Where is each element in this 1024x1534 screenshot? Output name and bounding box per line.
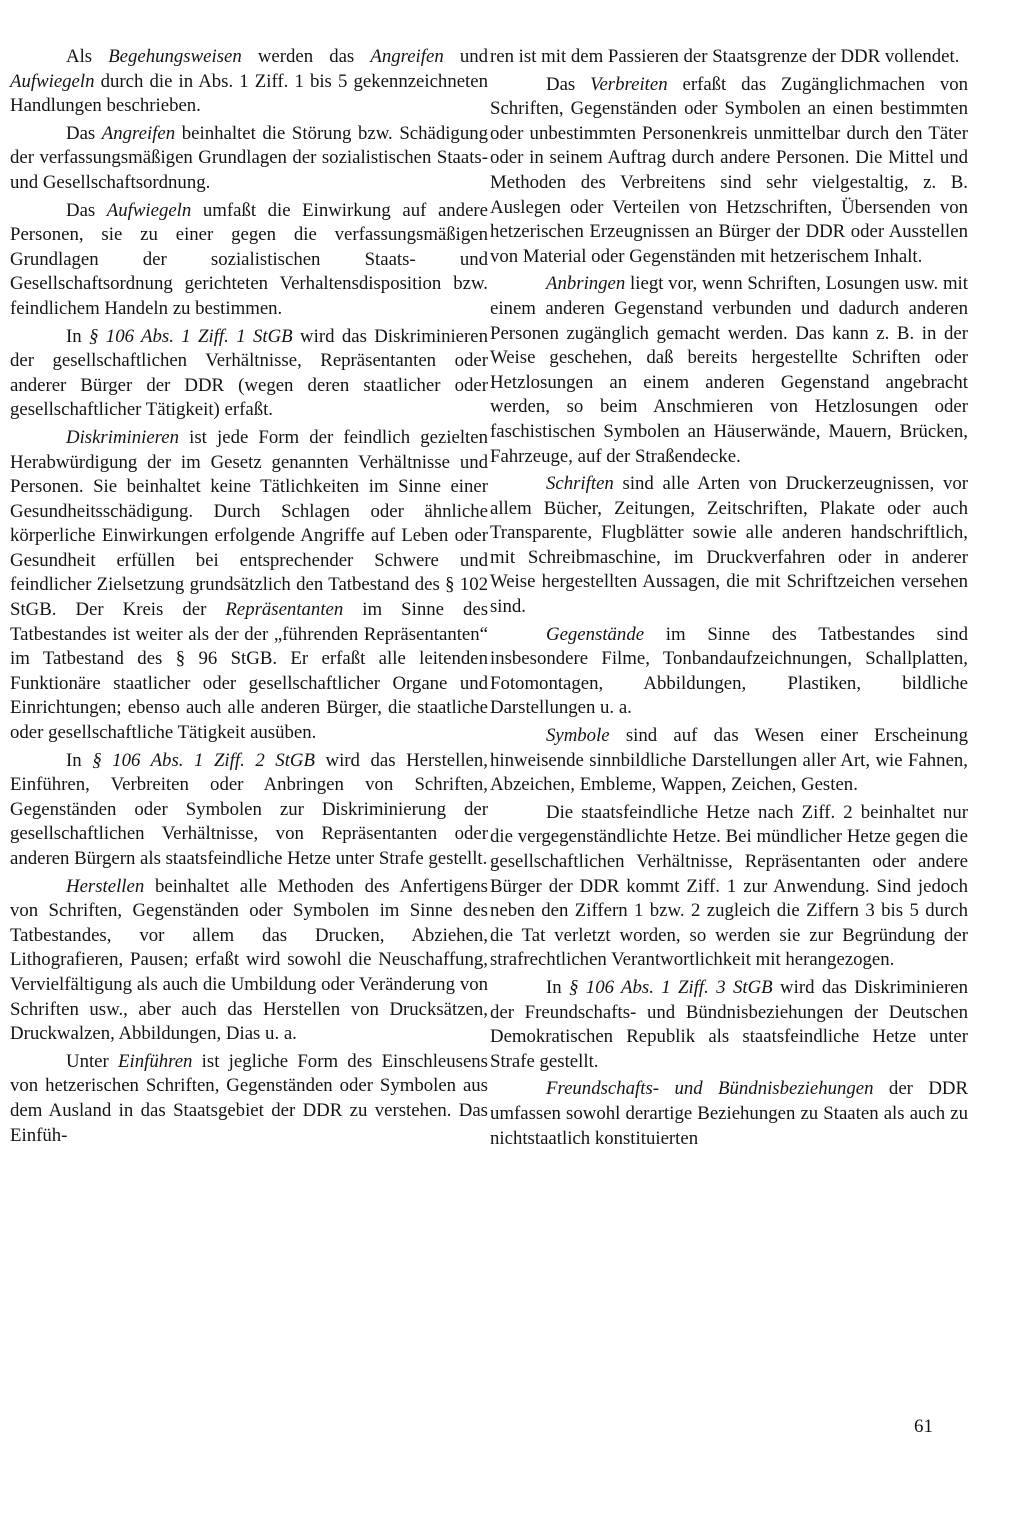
text-run: beinhaltet die Störung bzw. Schädigung der verfassungsmäßigen Grundlagen der sozialistischen Staats- und Gesellschaftsordnung. bbox=[10, 122, 488, 193]
text-run: Als bbox=[66, 46, 109, 67]
emphasized-term: Herstellen bbox=[66, 875, 145, 897]
emphasized-term: Aufwiegeln bbox=[10, 70, 95, 92]
emphasized-term: § 106 Abs. 1 Ziff. 3 StGB bbox=[569, 976, 773, 998]
text-run: wird das Herstellen, Einführen, Verbreiten oder Anbringen von Schriften, Gegenständen oder Symbolen zur Diskriminierung der gesellschaftlichen Verhältnisse, von Repräsentanten oder anderen Bürgern als staatsfeindliche Hetze unter Strafe gestellt. bbox=[10, 749, 488, 869]
text-run: In bbox=[66, 749, 93, 771]
paragraph bbox=[10, 325, 488, 423]
text-run: ist jegliche Form des Einschleusens von hetzerischen Schriften, Gegenständen oder Symbolen aus dem Ausland in das Staatsgebiet der DDR zu verstehen. Das Einfüh- bbox=[10, 1050, 488, 1146]
paragraph bbox=[490, 724, 968, 798]
paragraph bbox=[10, 875, 488, 1047]
paragraph bbox=[490, 1077, 968, 1151]
text-run: werden das bbox=[241, 46, 371, 67]
text-run: durch die in Abs. 1 Ziff. 1 bis 5 gekennzeichneten Handlungen beschrieben. bbox=[10, 70, 488, 117]
paragraph bbox=[10, 1050, 488, 1148]
text-run: Das bbox=[66, 199, 107, 221]
emphasized-term: § 106 Abs. 1 Ziff. 2 StGB bbox=[92, 749, 315, 771]
text-run: wird das Diskriminieren der gesellschaftlichen Verhältnisse, Repräsentanten oder anderer Bürger der DDR (wegen deren staatlicher oder gesellschaftlicher Tätigkeit) erfaßt. bbox=[10, 325, 488, 421]
text-run: Die staatsfeindliche Hetze nach Ziff. 2 beinhaltet nur die vergegenständlichte Hetze. Bei mündlicher Hetze gegen die gesellschaftlichen Verhältnisse, Repräsentanten oder andere Bürger der DDR kommt Ziff. 1 zur Anwendung. Sind jedoch neben den Ziffern 1 bzw. 2 zugleich die Ziffern 3 bis 5 durch die Tat verletzt worden, so werden sie zur Begründung der strafrechtlichen Verantwortlichkeit mit herangezogen. bbox=[490, 801, 968, 971]
right-column bbox=[490, 45, 968, 1151]
text-run: im Sinne des Tatbestandes ist weiter als der der „führenden Repräsentanten“ im Tatbestand des § 96 StGB. Er erfaßt alle leitenden Funktionäre staatlicher oder gesellschaftlicher Organe und Einrichtungen; ebenso auch alle anderen Bürger, die staatliche oder gesellschaftliche Tätigkeit ausüben. bbox=[10, 599, 489, 744]
emphasized-term: Einführen bbox=[118, 1050, 193, 1072]
text-run: Das bbox=[66, 122, 102, 144]
text-run: ren ist mit dem Passieren der Staatsgrenze der DDR vollendet. bbox=[490, 46, 960, 67]
text-run: In bbox=[66, 325, 90, 347]
paragraph bbox=[10, 199, 488, 322]
paragraph bbox=[490, 73, 968, 270]
paragraph bbox=[490, 472, 968, 620]
emphasized-term: Symbole bbox=[546, 725, 610, 747]
emphasized-term: Gegenstände bbox=[546, 623, 645, 645]
paragraph bbox=[490, 801, 968, 973]
emphasized-term: Diskriminieren bbox=[66, 426, 180, 448]
paragraph bbox=[10, 45, 488, 119]
text-run: ist jede Form der feindlich gezielten Herabwürdigung der im Gesetz genannten Verhältnisse und Personen. Sie beinhaltet keine Tätlichkeiten im Sinne einer Gesundheitsschädigung. Durch Schlagen oder ähnliche körperliche Einwirkungen erfolgende Angriffe auf Leben oder Gesundheit erfüllen bei entsprechender Schwere und feindlicher Zielsetzung grundsätzlich den Tatbestand des § 102 StGB. Der Kreis der bbox=[10, 426, 488, 621]
paragraph bbox=[490, 623, 968, 721]
emphasized-term: Anbringen bbox=[546, 273, 626, 295]
text-run: im Sinne des Tatbestandes sind insbesondere Filme, Tonbandaufzeichnungen, Schallplatten, Fotomontagen, Abbildungen, Plastiken, bildliche Darstellungen u. a. bbox=[490, 623, 968, 719]
paragraph bbox=[490, 45, 968, 70]
emphasized-term: Angreifen bbox=[370, 46, 444, 67]
emphasized-term: § 106 Abs. 1 Ziff. 1 StGB bbox=[89, 325, 293, 347]
page-number: 61 bbox=[914, 1416, 933, 1437]
text-run: In bbox=[546, 976, 570, 998]
text-run: umfaßt die Einwirkung auf andere Personen, sie zu einer gegen die verfassungsmäßigen Grundlagen der sozialistischen Staats- und Gesellschaftsordnung gerichteten Verhaltensdisposition bzw. feindlichem Handeln zu bestimmen. bbox=[10, 199, 488, 319]
text-run: Das bbox=[546, 73, 591, 95]
paragraph bbox=[10, 749, 488, 872]
text-run: und bbox=[443, 46, 488, 67]
emphasized-term: Freundschafts- und Bündnisbeziehungen bbox=[546, 1078, 874, 1100]
text-run: erfaßt das Zugänglichmachen von Schriften, Gegenständen oder Symbolen an einen bestimmten oder unbestimmten Personenkreis unmittelbar durch den Täter oder in seinem Auftrag durch andere Personen. Die Mittel und Methoden des Verbreitens sind sehr vielgestaltig, z. B. Auslegen oder Verteilen von Hetzschriften, Übersenden von hetzerischen Erzeugnissen an Bürger der DDR oder Ausstellen von Material oder Gegenständen mit hetzerischem Inhalt. bbox=[490, 73, 968, 267]
text-run: der DDR umfassen sowohl derartige Beziehungen zu Staaten als auch zu nichtstaatlich konstituierten bbox=[490, 1078, 968, 1149]
emphasized-term: Begehungsweisen bbox=[108, 46, 242, 67]
paragraph bbox=[10, 426, 488, 746]
left-column bbox=[10, 45, 488, 1148]
paragraph bbox=[490, 976, 968, 1074]
text-run: sind auf das Wesen einer Erscheinung hinweisende sinnbildliche Darstellungen aller Art, wie Fahnen, Abzeichen, Embleme, Wappen, Zeichen, Gesten. bbox=[490, 725, 968, 796]
paragraph bbox=[10, 122, 488, 196]
emphasized-term: Verbreiten bbox=[590, 73, 668, 95]
emphasized-term: Repräsentanten bbox=[225, 599, 344, 621]
emphasized-term: Schriften bbox=[546, 473, 614, 495]
emphasized-term: Angreifen bbox=[101, 122, 176, 144]
text-run: liegt vor, wenn Schriften, Losungen usw. mit einem anderen Gegenstand verbunden und dadurch anderen Personen zugänglich gemacht werden. Das kann z. B. in der Weise geschehen, daß bereits hergestellte Schriften oder Hetzlosungen an einem anderen Gegenstand angebracht werden, so beim Anschmieren von Hetzlosungen oder faschistischen Symbolen an Häuserwände, Mauern, Brücken, Fahrzeuge, auf der Straßendecke. bbox=[490, 273, 968, 467]
text-run: sind alle Arten von Druckerzeugnissen, vor allem Bücher, Zeitungen, Zeitschriften, Plakate oder auch Transparente, Flugblätter sowie alle anderen handschriftlich, mit Schreibmaschine, im Druckverfahren oder in anderer Weise hergestellten Aussagen, die mit Schriftzeichen versehen sind. bbox=[490, 473, 968, 618]
paragraph bbox=[490, 272, 968, 469]
text-run: wird das Diskriminieren der Freundschafts- und Bündnisbeziehungen der Deutschen Demokratischen Republik als staatsfeindliche Hetze unter Strafe gestellt. bbox=[490, 976, 968, 1072]
emphasized-term: Aufwiegeln bbox=[106, 199, 192, 221]
text-run: Unter bbox=[66, 1050, 119, 1072]
text-run: beinhaltet alle Methoden des Anfertigens von Schriften, Gegenständen oder Symbolen im Sinne des Tatbestandes, vor allem das Drucken, Abziehen, Lithografieren, Pausen; erfaßt wird sowohl die Neuschaffung, Vervielfältigung als auch die Umbildung oder Veränderung von Schriften usw., aber auch das Herstellen von Drucksätzen, Druckwalzen, Abbildungen, Dias u. a. bbox=[10, 875, 488, 1045]
